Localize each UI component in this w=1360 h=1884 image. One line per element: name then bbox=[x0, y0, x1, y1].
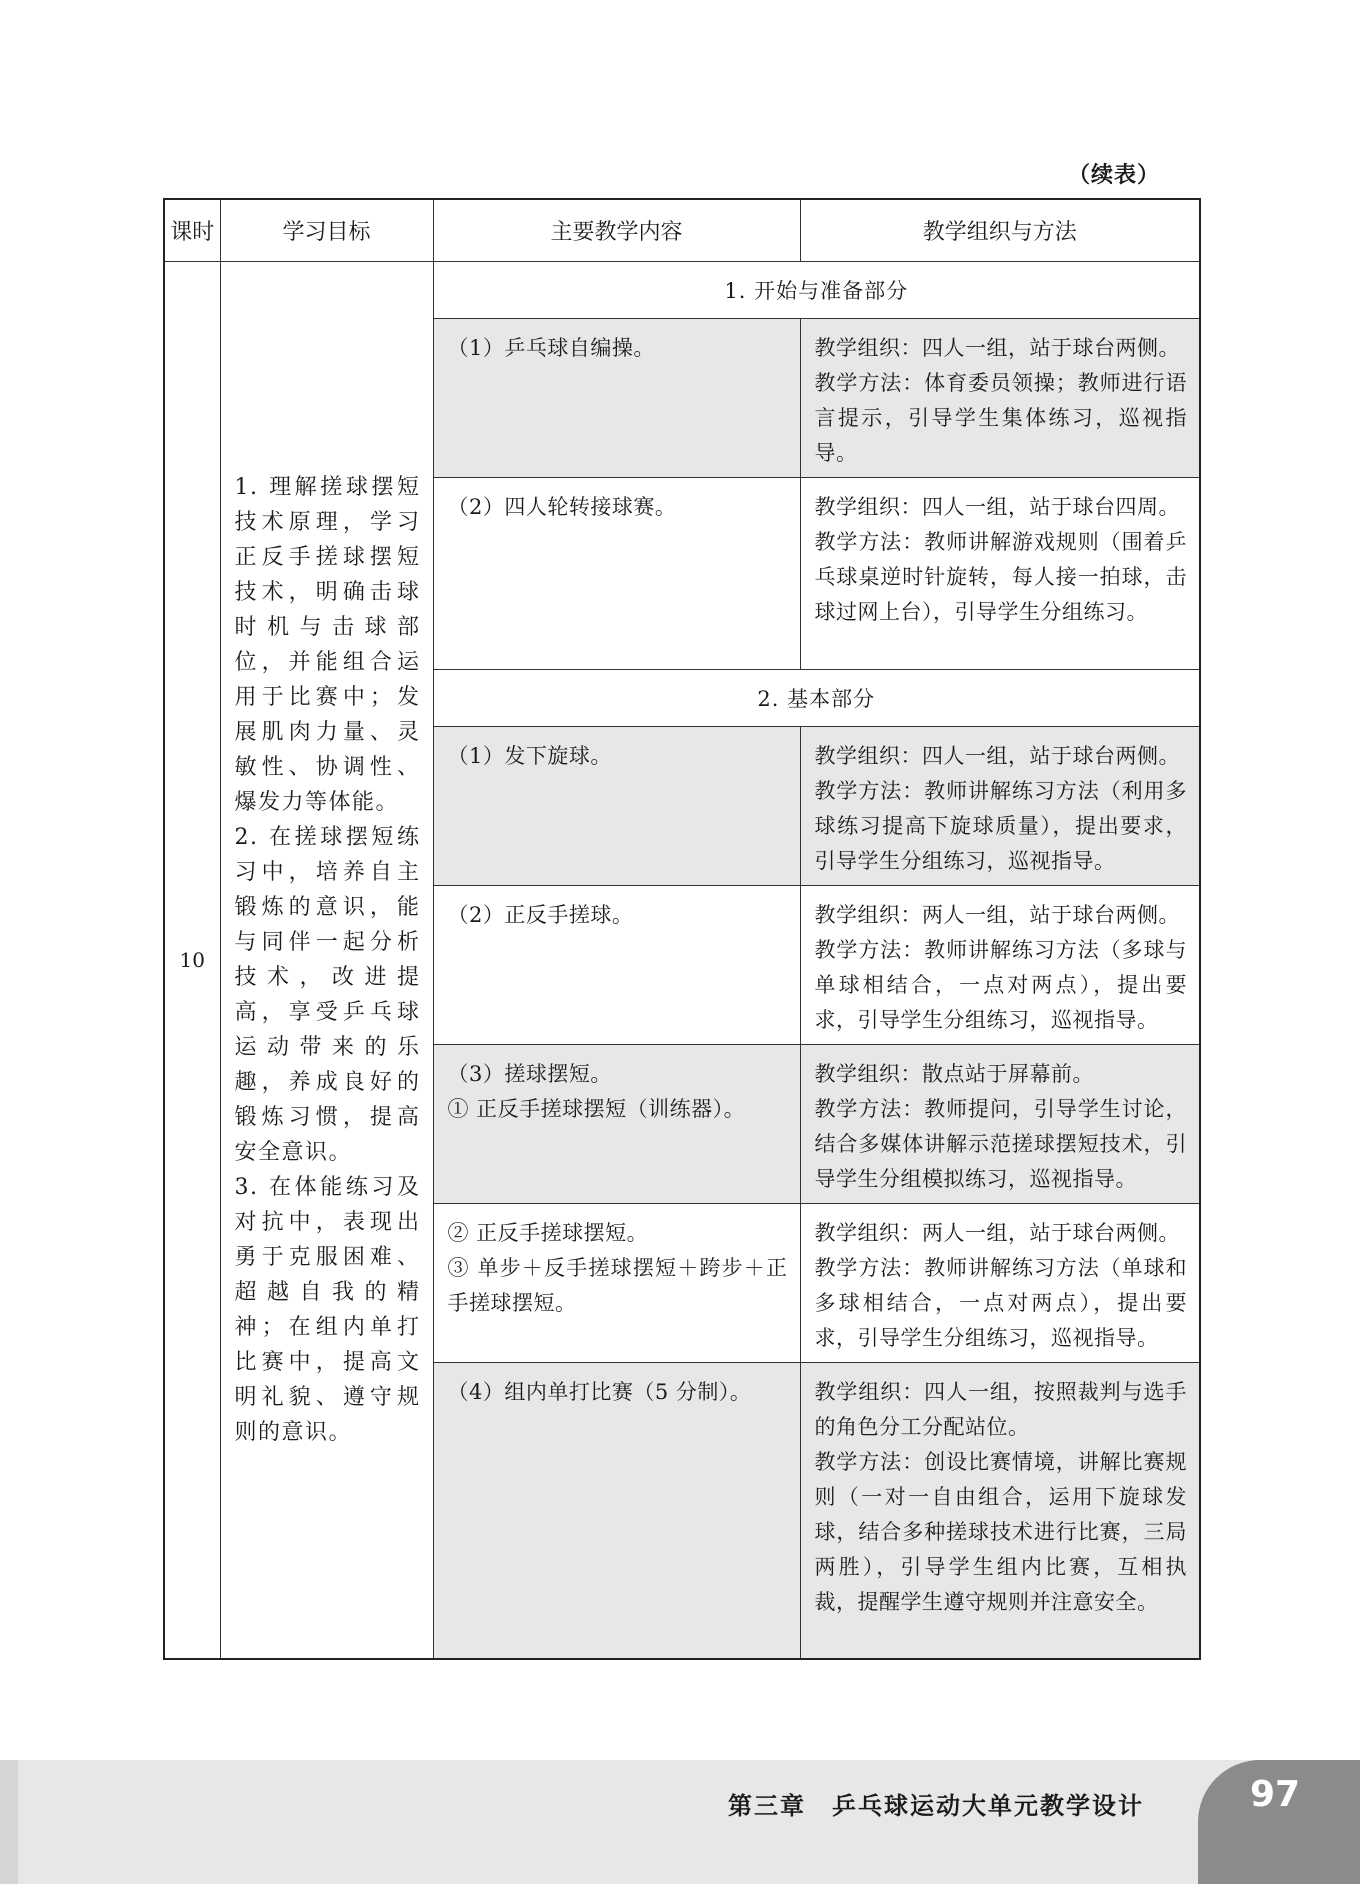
header-method: 教学组织与方法 bbox=[800, 199, 1200, 262]
goal-item: 2. 在搓球摆短练习中，培养自主锻炼的意识，能与同伴一起分析技术，改进提高，享受乒乓球运动带来的乐趣，养成良好的锻炼习惯，提高安全意识。 bbox=[234, 824, 421, 1165]
chapter-title: 第三章 乒乓球运动大单元教学设计 bbox=[728, 1792, 1144, 1820]
footer-stripe bbox=[0, 1760, 18, 1884]
content-cell: （2）正反手搓球。 bbox=[433, 886, 800, 1045]
header-period: 课时 bbox=[164, 199, 220, 262]
header-content: 主要教学内容 bbox=[433, 199, 800, 262]
content-cell: （1）发下旋球。 bbox=[433, 727, 800, 886]
method-cell: 教学组织：散点站于屏幕前。 教学方法：教师提问，引导学生讨论，结合多媒体讲解示范搓球摆短技术，引导学生分组模拟练习，巡视指导。 bbox=[800, 1045, 1200, 1204]
continued-label: （续表） bbox=[1067, 163, 1160, 188]
section-row bbox=[164, 262, 1200, 319]
method-cell: 教学组织：两人一组，站于球台两侧。 教学方法：教师讲解练习方法（多球与单球相结合，一点对两点），提出要求，引导学生分组练习，巡视指导。 bbox=[800, 886, 1200, 1045]
method-cell: 教学组织：四人一组，按照裁判与选手的角色分工分配站位。 教学方法：创设比赛情境，讲解比赛规则（一对一自由组合，运用下旋球发球，结合多种搓球技术进行比赛，三局两胜），引导学生组内比赛，互相执裁，提醒学生遵守规则并注意安全。 bbox=[800, 1363, 1200, 1659]
footer-bar bbox=[0, 1760, 1360, 1884]
section-title: 2. 基本部分 bbox=[433, 670, 1200, 727]
lesson-plan-table bbox=[163, 198, 1201, 1660]
period-cell: 10 bbox=[164, 262, 220, 1659]
goal-item: 3. 在体能练习及对抗中，表现出勇于克服困难、超越自我的精神；在组内单打比赛中，提高文明礼貌、遵守规则的意识。 bbox=[234, 1174, 421, 1445]
section-title: 1. 开始与准备部分 bbox=[433, 262, 1200, 319]
content-cell: （2）四人轮转接球赛。 bbox=[433, 478, 800, 670]
header-goals: 学习目标 bbox=[220, 199, 433, 262]
content-cell: （1）乒乓球自编操。 bbox=[433, 319, 800, 478]
method-cell: 教学组织：四人一组，站于球台四周。 教学方法：教师讲解游戏规则（围着乒乓球桌逆时针旋转，每人接一拍球，击球过网上台），引导学生分组练习。 bbox=[800, 478, 1200, 670]
page-number: 97 bbox=[1249, 1774, 1301, 1815]
content-cell: （4）组内单打比赛（5 分制）。 bbox=[433, 1363, 800, 1659]
content-cell: ② 正反手搓球摆短。 ③ 单步＋反手搓球摆短＋跨步＋正手搓球摆短。 bbox=[433, 1204, 800, 1363]
goals-cell bbox=[220, 262, 433, 1659]
method-cell: 教学组织：两人一组，站于球台两侧。 教学方法：教师讲解练习方法（单球和多球相结合，一点对两点），提出要求，引导学生分组练习，巡视指导。 bbox=[800, 1204, 1200, 1363]
goal-item: 1. 理解搓球摆短技术原理，学习正反手搓球摆短技术，明确击球时机与击球部位，并能组合运用于比赛中；发展肌肉力量、灵敏性、协调性、爆发力等体能。 bbox=[234, 474, 421, 815]
method-cell: 教学组织：四人一组，站于球台两侧。 教学方法：体育委员领操；教师进行语言提示，引导学生集体练习，巡视指导。 bbox=[800, 319, 1200, 478]
content-cell: （3）搓球摆短。 ① 正反手搓球摆短（训练器）。 bbox=[433, 1045, 800, 1204]
method-cell: 教学组织：四人一组，站于球台两侧。 教学方法：教师讲解练习方法（利用多球练习提高下旋球质量），提出要求，引导学生分组练习，巡视指导。 bbox=[800, 727, 1200, 886]
header-row bbox=[164, 199, 1200, 262]
